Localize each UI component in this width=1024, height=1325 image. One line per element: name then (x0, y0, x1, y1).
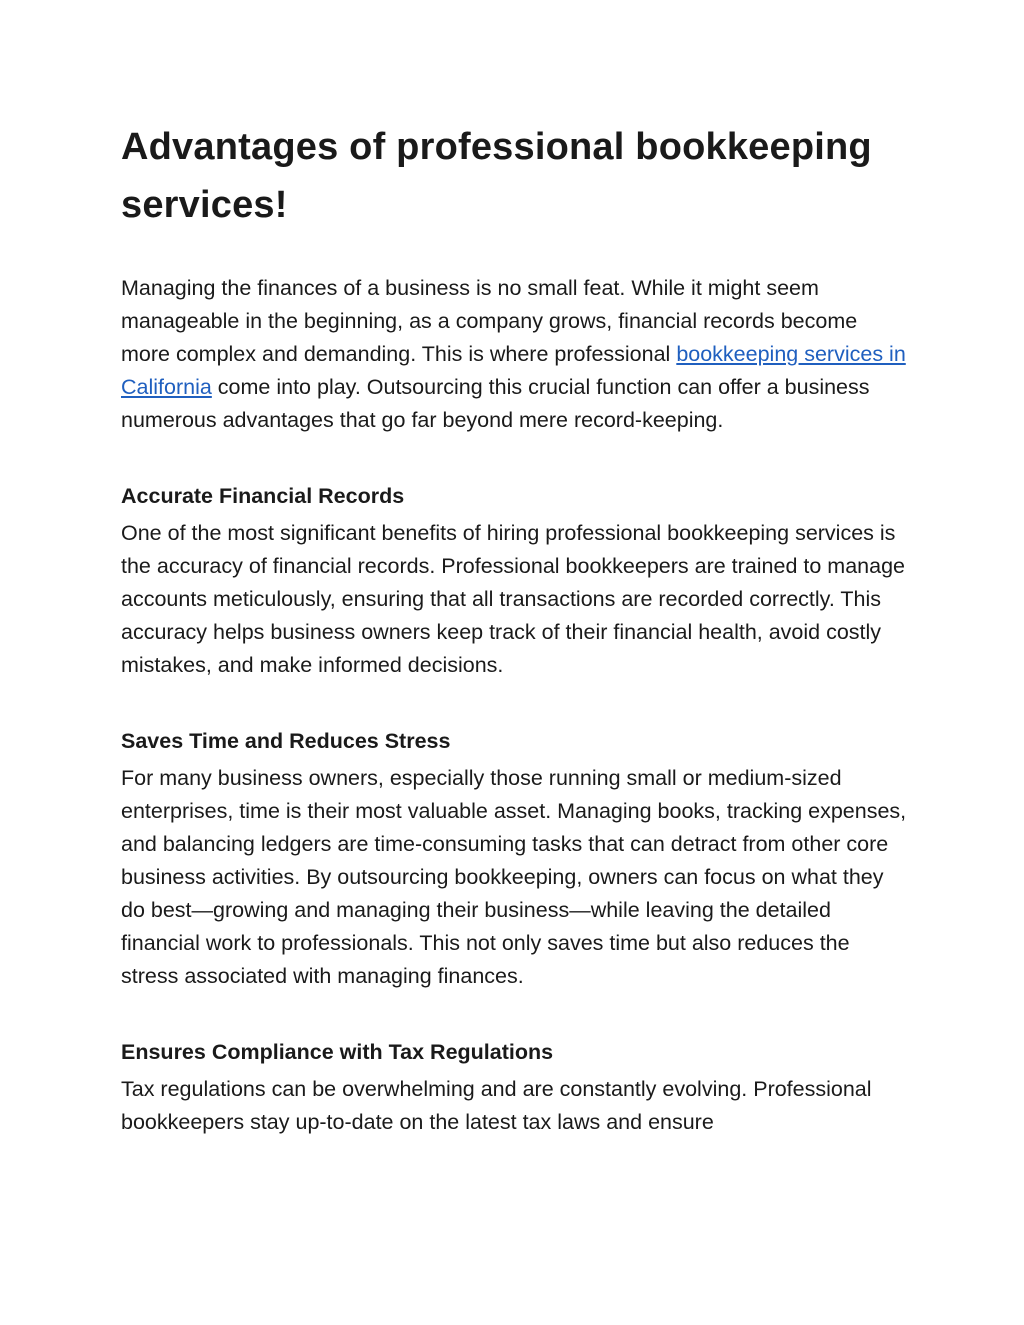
intro-text-after-link: come into play. Outsourcing this crucial function can offer a business numerous advantages that go far beyond mere record-keeping. (121, 375, 870, 432)
section-heading-accurate-records: Accurate Financial Records (121, 484, 405, 508)
section-body-tax-compliance: Tax regulations can be overwhelming and are constantly evolving. Professional bookkeepers stay up-to-date on the latest tax laws and ensure (121, 1077, 872, 1134)
section-heading-saves-time: Saves Time and Reduces Stress (121, 729, 451, 753)
intro-paragraph (121, 272, 911, 437)
section-body-accurate-records: One of the most significant benefits of hiring professional bookkeeping services is the accuracy of financial records. Professional bookkeepers are trained to manage accounts meticulously, ensuring that all transactions are recorded correctly. This accuracy helps business owners keep track of their financial health, avoid costly mistakes, and make informed decisions. (121, 521, 905, 677)
document-page (121, 118, 911, 1139)
section-heading-tax-compliance: Ensures Compliance with Tax Regulations (121, 1040, 554, 1064)
section-body-saves-time: For many business owners, especially those running small or medium-sized enterprises, time is their most valuable asset. Managing books, tracking expenses, and balancing ledgers are time-consuming tasks that can detract from other core business activities. By outsourcing bookkeeping, owners can focus on what they do best—growing and managing their business—while leaving the detailed financial work to professionals. This not only saves time but also reduces the stress associated with managing finances. (121, 766, 907, 988)
intro-text-before-link: Managing the finances of a business is no small feat. While it might seem manageable in the beginning, as a company grows, financial records become more complex and demanding. This is where professional (121, 276, 858, 366)
bookkeeping-services-link[interactable]: bookkeeping services in California (121, 342, 906, 399)
page-title: Advantages of professional bookkeeping services! (121, 126, 872, 226)
